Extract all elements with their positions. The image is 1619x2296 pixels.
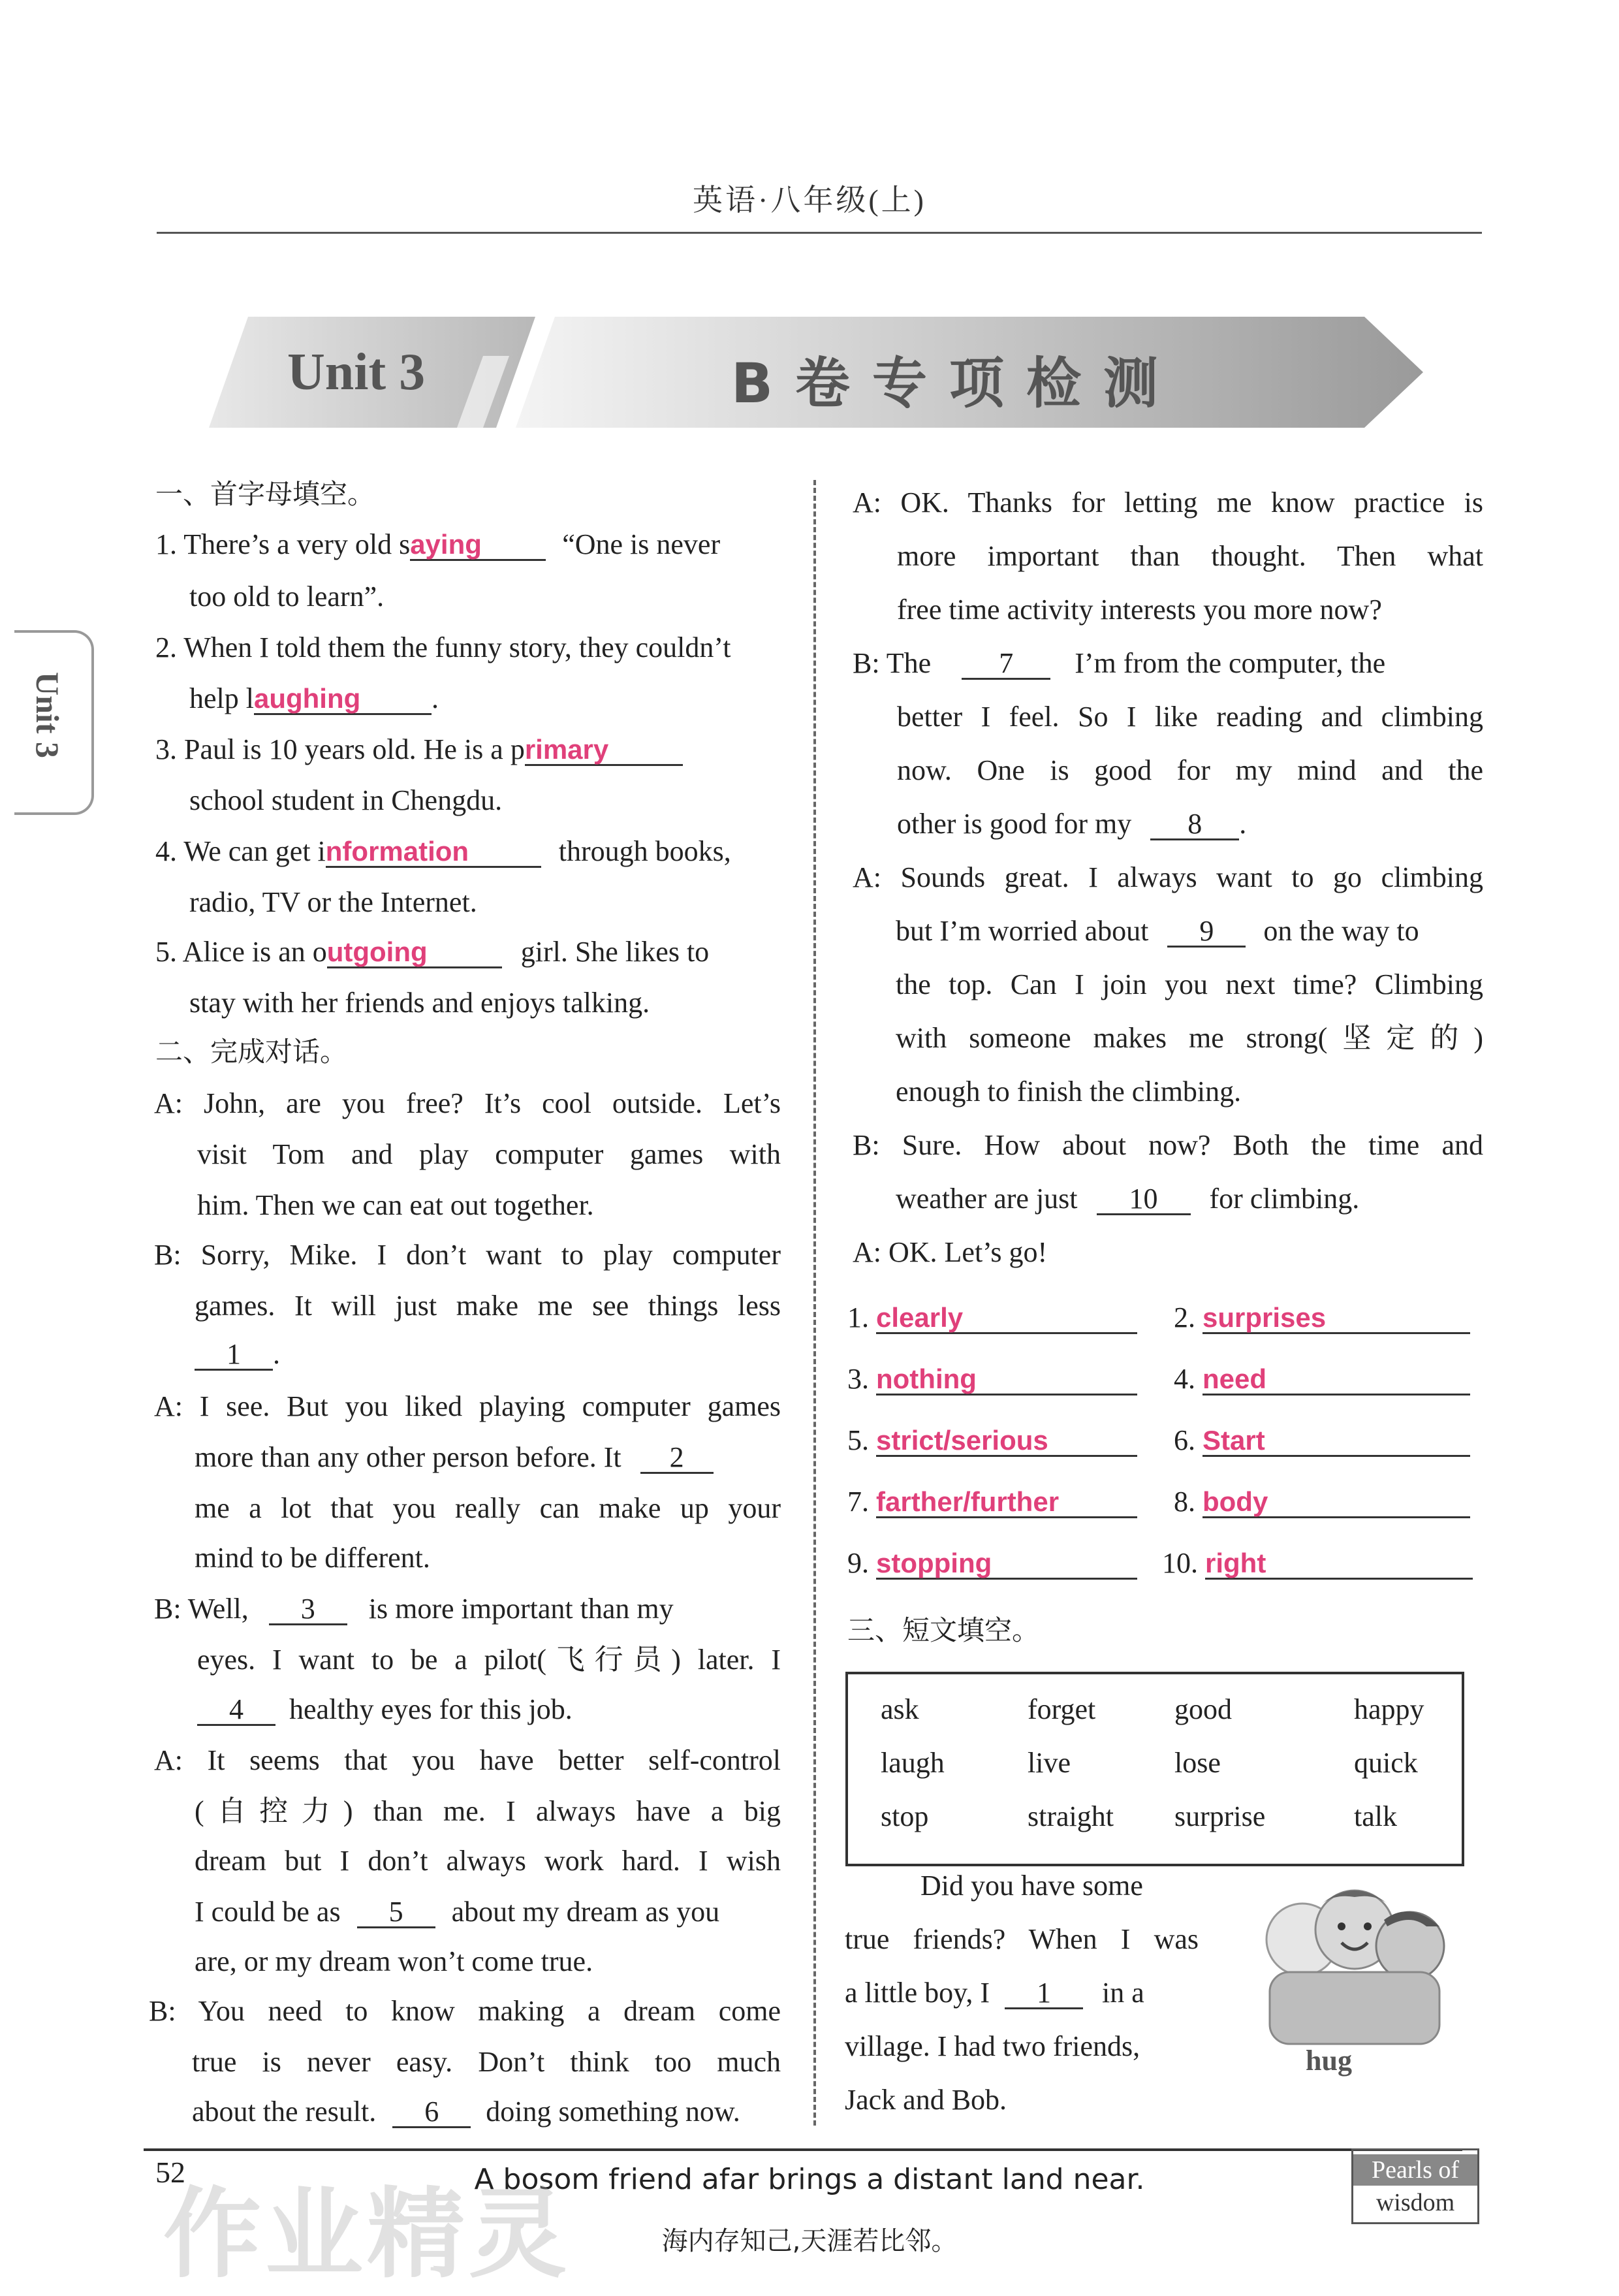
word-bank-item: ask	[881, 1693, 919, 1725]
side-unit-tab	[14, 630, 94, 815]
word-bank-item: surprise	[1174, 1800, 1266, 1832]
blank-6: 6	[392, 2097, 471, 2128]
dialog-line: with someone makes me strong(坚定的)	[896, 1022, 1483, 1054]
dialog-line: now. One is good for my mind and the	[897, 754, 1483, 786]
answer-num: 1.	[847, 1301, 869, 1333]
header-divider	[157, 232, 1482, 234]
answer-3: nothing	[876, 1363, 977, 1394]
dialog-line: A: OK. Let’s go!	[853, 1236, 1048, 1268]
answer-item-4	[1174, 1365, 1470, 1395]
word-bank-item: quick	[1354, 1747, 1418, 1779]
s1-item-1-text2: “One is never	[562, 528, 721, 560]
s1-item-4-cont: radio, TV or the Internet.	[189, 886, 477, 918]
s1-item-4	[155, 837, 731, 868]
word-bank	[845, 1672, 1464, 1866]
passage-line: true friends? When I was	[845, 1923, 1199, 1955]
dialog-line: free time activity interests you more now?	[897, 594, 1382, 626]
dialog-line-with-blank	[896, 1185, 1359, 1215]
s1-answer-3: rimary	[524, 734, 609, 765]
passage-line: village. I had two friends,	[845, 2030, 1140, 2062]
passage-text: a little boy, I	[845, 1977, 990, 2009]
dialog-line-with-blank	[195, 1443, 781, 1474]
s1-item-2-cont	[189, 684, 439, 715]
blank-3: 3	[269, 1595, 347, 1625]
s1-answer-1: aying	[410, 529, 482, 560]
dialog-line: eyes. I want to be a pilot(飞行员) later. I	[197, 1644, 781, 1676]
answer-num: 9.	[847, 1547, 869, 1579]
answer-num: 8.	[1174, 1486, 1195, 1518]
s1-item-1	[155, 530, 720, 561]
s1-item-2-text2: help l	[189, 682, 254, 714]
answer-8: body	[1202, 1486, 1268, 1517]
banner-title: B卷专项检测	[731, 351, 1181, 415]
blank-4: 4	[197, 1695, 275, 1726]
s1-item-1-text: 1. There’s a very old s	[155, 528, 411, 560]
s1-item-4-text2: through books,	[558, 835, 731, 867]
s1-item-2: 2. When I told them the funny story, they couldn’t	[155, 631, 731, 663]
passage-text: in a	[1101, 1977, 1144, 2009]
dialog-line: are, or my dream won’t come true.	[195, 1945, 593, 1977]
blank-1: 1	[195, 1340, 273, 1371]
answer-num: 2.	[1174, 1301, 1195, 1333]
s1-item-2-end: .	[431, 682, 439, 714]
dialog-line: the top. Can I join you next time? Climbing	[896, 968, 1483, 1000]
answer-6: Start	[1202, 1425, 1265, 1456]
word-bank-item: talk	[1354, 1800, 1397, 1832]
dialog-line: mind to be different.	[195, 1542, 430, 1574]
answer-4: need	[1202, 1363, 1267, 1394]
dialog-line: B: You need to know making a dream come	[149, 1995, 781, 2027]
dialog-text: on the way to	[1263, 915, 1419, 947]
dialog-line-with-blank	[896, 917, 1483, 948]
dialog-text: is more important than my	[368, 1593, 674, 1625]
blank-5: 5	[357, 1898, 435, 1928]
dialog-text: I could be as	[195, 1896, 341, 1928]
answer-num: 10.	[1162, 1547, 1198, 1579]
hug-label: hug	[1306, 2045, 1352, 2077]
dialog-line: B: Sorry, Mike. I don’t want to play computer	[154, 1239, 781, 1271]
dialog-line: A: John, are you free? It’s cool outside. Let’s	[154, 1087, 781, 1119]
s1-item-1-cont: too old to learn”.	[189, 581, 385, 613]
section2-heading: 二、完成对话。	[155, 1036, 348, 1068]
dialog-line: A: OK. Thanks for letting me know practice is	[853, 486, 1483, 518]
dialog-text: B: Well,	[154, 1593, 249, 1625]
word-bank-item: straight	[1028, 1800, 1114, 1832]
dialog-line: enough to finish the climbing.	[896, 1076, 1242, 1108]
s1-item-5-cont: stay with her friends and enjoys talking.	[189, 987, 650, 1019]
s1-answer-2: aughing	[253, 683, 361, 714]
passage-blank-1: 1	[1005, 1979, 1083, 2009]
dialog-text: B: The	[853, 647, 932, 679]
blank-8: 8	[1150, 810, 1239, 840]
answer-7: farther/further	[876, 1486, 1060, 1517]
dialog-text: for climbing.	[1209, 1183, 1360, 1215]
dialog-text: other is good for my	[897, 808, 1132, 840]
passage-line: Jack and Bob.	[845, 2084, 1007, 2116]
s1-answer-5: utgoing	[326, 936, 428, 967]
s1-item-3-cont: school student in Chengdu.	[189, 784, 503, 816]
s1-item-4-text: 4. We can get i	[155, 835, 326, 867]
dialog-line: more important than thought. Then what	[897, 540, 1483, 572]
dialog-line: me a lot that you really can make up your	[195, 1492, 781, 1524]
word-bank-item: stop	[881, 1800, 929, 1832]
footer-quote-english: A bosom friend afar brings a distant land near.	[474, 2163, 1145, 2196]
answer-item-7	[847, 1488, 1137, 1518]
blank-9: 9	[1167, 917, 1246, 948]
blank-7: 7	[962, 649, 1050, 680]
dialog-line: A: Sounds great. I always want to go climbing	[853, 861, 1483, 893]
dialog-line-with-blank	[154, 1595, 781, 1625]
footer-divider	[144, 2148, 1462, 2151]
pearls-badge	[1351, 2148, 1479, 2224]
banner-unit-label: Unit 3	[287, 343, 426, 401]
word-bank-item: happy	[1354, 1693, 1424, 1725]
pearls-badge-top: Pearls of	[1353, 2154, 1477, 2186]
dialog-line: B: Sure. How about now? Both the time and	[853, 1129, 1483, 1161]
word-bank-item: live	[1028, 1747, 1071, 1779]
dialog-line: A: It seems that you have better self-control	[154, 1744, 781, 1776]
watermark: 作业精灵	[163, 2178, 571, 2291]
answer-item-10	[1162, 1549, 1473, 1580]
answer-num: 4.	[1174, 1363, 1195, 1395]
dialog-line: true is never easy. Don’t think too much	[192, 2046, 781, 2078]
dialog-text: weather are just	[896, 1183, 1078, 1215]
dialog-line: A: I see. But you liked playing computer games	[154, 1390, 781, 1422]
word-bank-item: lose	[1174, 1747, 1221, 1779]
dialog-line: dream but I don’t always work hard. I wish	[195, 1845, 781, 1877]
answer-item-2	[1174, 1303, 1470, 1334]
word-bank-item: forget	[1028, 1693, 1096, 1725]
answer-item-5	[847, 1426, 1137, 1457]
blank-2: 2	[640, 1443, 714, 1474]
dialog-line: visit Tom and play computer games with	[197, 1138, 781, 1170]
column-divider	[813, 480, 816, 2126]
dialog-line-with-blank	[897, 810, 1246, 840]
passage-line-with-blank	[845, 1979, 1199, 2009]
period: .	[273, 1338, 280, 1370]
dialog-text: about my dream as you	[451, 1896, 720, 1928]
dialog-line-with-blank	[192, 2097, 781, 2128]
dialog-text: but I’m worried about	[896, 915, 1149, 947]
answer-item-3	[847, 1365, 1137, 1395]
dialog-line-with-blank	[197, 1695, 573, 1726]
hug-illustration	[1231, 1881, 1466, 2050]
answer-item-6	[1174, 1426, 1470, 1457]
section1-heading: 一、首字母填空。	[155, 478, 375, 510]
dialog-line: games. It will just make me see things less	[195, 1290, 781, 1322]
dialog-line-with-blank	[195, 1898, 781, 1928]
dialog-line: better I feel. So I like reading and climbing	[897, 701, 1483, 733]
page-header-title: 英语·八年级(上)	[693, 183, 926, 217]
dialog-text: doing something now.	[486, 2096, 740, 2128]
answer-item-9	[847, 1549, 1137, 1580]
period: .	[1239, 808, 1247, 840]
answer-num: 7.	[847, 1486, 869, 1518]
dialog-line: him. Then we can eat out together.	[197, 1189, 594, 1221]
s1-item-3-text: 3. Paul is 10 years old. He is a p	[155, 733, 525, 765]
dialog-text: more than any other person before. It	[195, 1441, 621, 1473]
dialog-blank-line	[195, 1340, 280, 1371]
dialog-text: I’m from the computer, the	[1075, 647, 1386, 679]
footer-quote-chinese: 海内存知己,天涯若比邻。	[661, 2226, 958, 2256]
answer-5: strict/serious	[876, 1425, 1048, 1456]
dialog-text: about the result.	[192, 2096, 377, 2128]
dialog-line: (自控力) than me. I always have a big	[195, 1795, 781, 1827]
section3-heading: 三、短文填空。	[847, 1614, 1040, 1646]
passage-line: Did you have some	[920, 1870, 1143, 1902]
answer-10: right	[1205, 1548, 1266, 1578]
s1-answer-4: nformation	[325, 836, 469, 867]
word-bank-item: good	[1174, 1693, 1232, 1725]
answer-item-8	[1174, 1488, 1470, 1518]
word-bank-item: laugh	[881, 1747, 945, 1779]
answer-num: 3.	[847, 1363, 869, 1395]
answer-num: 5.	[847, 1424, 869, 1456]
side-unit-label: Unit 3	[29, 672, 66, 758]
dialog-text: healthy eyes for this job.	[289, 1693, 573, 1725]
answer-num: 6.	[1174, 1424, 1195, 1456]
s1-item-3	[155, 735, 683, 766]
answer-1: clearly	[876, 1302, 964, 1333]
s1-item-5-text2: girl. She likes to	[520, 936, 710, 968]
s1-item-5-text: 5. Alice is an o	[155, 936, 327, 968]
pearls-badge-bottom: wisdom	[1375, 2189, 1455, 2216]
dialog-line-with-blank	[853, 649, 1483, 680]
answer-item-1	[847, 1303, 1137, 1334]
s1-item-5	[155, 938, 709, 968]
answer-2: surprises	[1202, 1302, 1327, 1333]
page-number: 52	[155, 2156, 185, 2189]
answer-9: stopping	[876, 1548, 992, 1578]
blank-10: 10	[1097, 1185, 1191, 1215]
